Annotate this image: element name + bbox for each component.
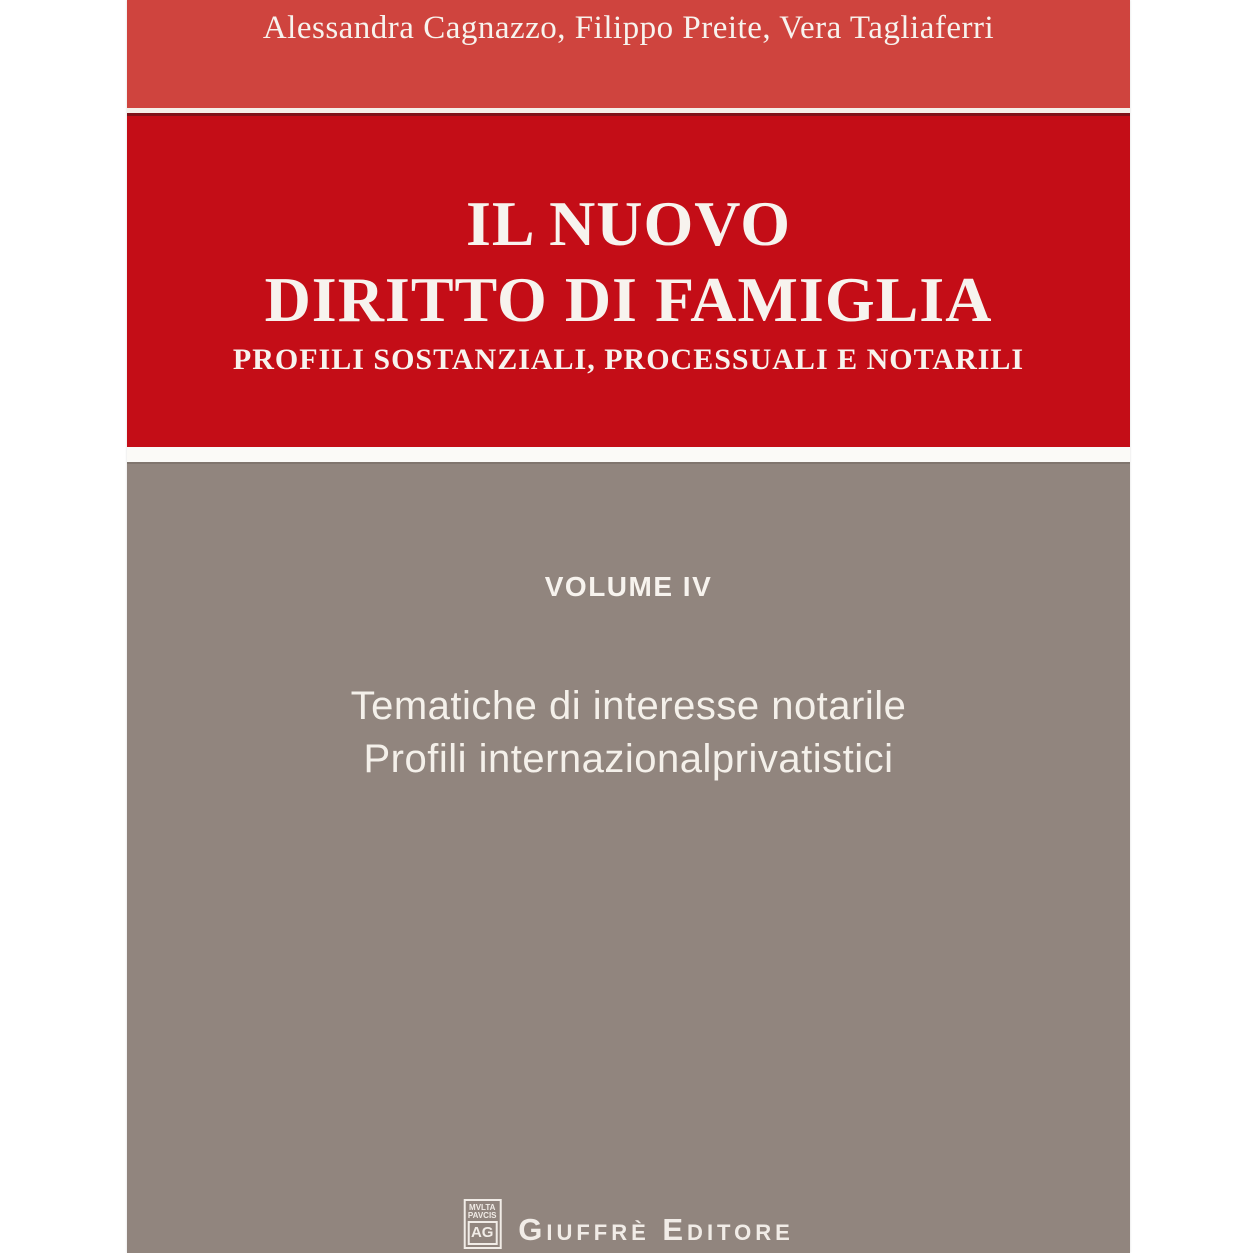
logo-motto [465,1201,499,1220]
theme-line-1: Tematiche di interesse notarile [350,684,907,728]
title-band [127,113,1130,447]
logo-initials: AG [467,1221,497,1245]
authors-band [127,0,1130,108]
book-cover [127,0,1130,1253]
publisher-name: Giuffrè Editore [518,1212,794,1247]
themes-block [127,680,1130,786]
volume-label: VOLUME IV [544,571,713,602]
white-divider-strip [127,447,1130,462]
giuffre-publisher-logo-icon [463,1199,501,1249]
theme-line-2: Profili internazionalprivatistici [363,737,894,781]
publisher-block [463,1199,794,1249]
authors-text: Alessandra Cagnazzo, Filippo Preite, Vera Tagliaferri [262,10,995,46]
title-line-1: IL NUOVO [466,188,791,259]
title-line-2: DIRITTO DI FAMIGLIA [264,264,993,335]
logo-motto-line-2: PAVCIS [467,1210,497,1220]
lower-section [127,462,1130,1253]
title-subtitle: PROFILI SOSTANZIALI, PROCESSUALI E NOTARILI [232,343,1025,376]
logo-motto-line-1: MVLTA [469,1202,496,1212]
